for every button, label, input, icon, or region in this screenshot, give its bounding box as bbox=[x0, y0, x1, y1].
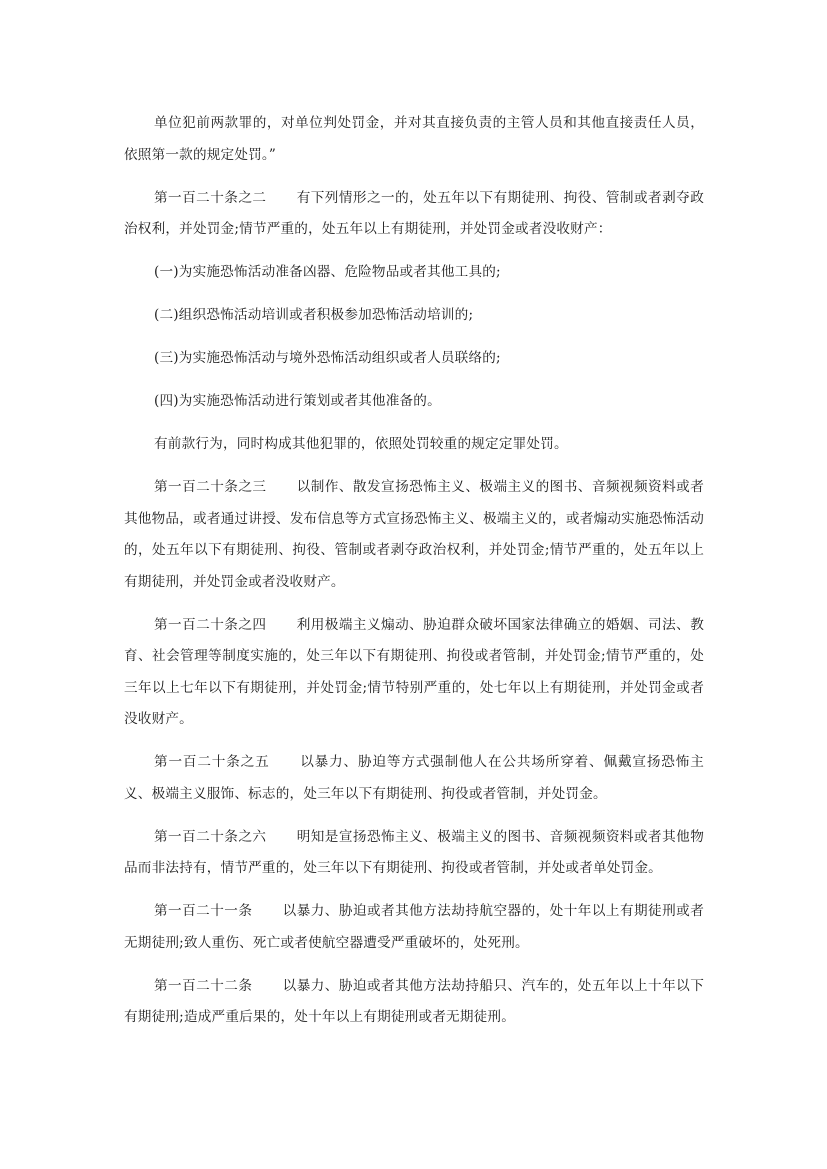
article-number: 第一百二十条之三 bbox=[154, 479, 267, 495]
article-paragraph bbox=[124, 747, 704, 810]
paragraph bbox=[124, 429, 704, 461]
list-item-text: (一)为实施恐怖活动准备凶器、危险物品或者其他工具的; bbox=[154, 264, 501, 280]
paragraph-text: 有前款行为，同时构成其他犯罪的，依照处罚较重的规定定罪处罚。 bbox=[154, 436, 568, 452]
list-item-text: (二)组织恐怖活动培训或者积极参加恐怖活动培训的; bbox=[154, 307, 474, 323]
article-number: 第一百二十条之六 bbox=[154, 828, 267, 845]
article-number: 第一百二十条之五 bbox=[154, 754, 270, 770]
article-paragraph bbox=[124, 896, 704, 959]
article-number: 第一百二十一条 bbox=[154, 903, 253, 919]
article-text: 有下列情形之一的，处五年以下有期徒刑、拘役、管制或者剥夺政治权利，并处罚金;情节严重的，处五年以上有期徒刑，并处罚金或者没收财产： bbox=[124, 189, 704, 237]
article-text: 以暴力、胁迫或者其他方法劫持航空器的，处十年以上有期徒刑或者无期徒刑;致人重伤、死亡或者使航空器遭受严重破坏的，处死刑。 bbox=[124, 903, 705, 951]
article-number: 第一百二十条之二 bbox=[154, 189, 267, 206]
article-paragraph bbox=[124, 183, 704, 246]
document-body bbox=[124, 108, 704, 1045]
article-number: 第一百二十二条 bbox=[154, 977, 253, 994]
list-item bbox=[124, 300, 704, 332]
article-paragraph bbox=[124, 971, 704, 1034]
paragraph bbox=[124, 108, 704, 171]
article-number: 第一百二十条之四 bbox=[154, 616, 267, 633]
article-text: 以制作、散发宣扬恐怖主义、极端主义的图书、音频视频资料或者其他物品，或者通过讲授、发布信息等方式宣扬恐怖主义、极端主义的，或者煽动实施恐怖活动的，处五年以下有期徒刑、拘役、管制或者剥夺政治权利，并处罚金;情节严重的，处五年以上有期徒刑，并处罚金或者没收财产。 bbox=[124, 479, 704, 590]
list-item bbox=[124, 386, 704, 418]
article-text: 利用极端主义煽动、胁迫群众破坏国家法律确立的婚姻、司法、教育、社会管理等制度实施的，处三年以下有期徒刑、拘役或者管制，并处罚金;情节严重的，处三年以上七年以下有期徒刑，并处罚金;情节特别严重的，处七年以上有期徒刑，并处罚金或者没收财产。 bbox=[124, 616, 704, 727]
list-item-text: (四)为实施恐怖活动进行策划或者其他准备的。 bbox=[154, 393, 441, 409]
article-paragraph bbox=[124, 610, 704, 736]
paragraph-text: 单位犯前两款罪的，对单位判处罚金，并对其直接负责的主管人员和其他直接责任人员，依照第一款的规定处罚。” bbox=[124, 115, 704, 163]
list-item bbox=[124, 343, 704, 375]
article-text: 明知是宣扬恐怖主义、极端主义的图书、音频视频资料或者其他物品而非法持有，情节严重的，处三年以下有期徒刑、拘役或者管制，并处或者单处罚金。 bbox=[124, 828, 704, 876]
article-text: 以暴力、胁迫等方式强制他人在公共场所穿着、佩戴宣扬恐怖主义、极端主义服饰、标志的，处三年以下有期徒刑、拘役或者管制，并处罚金。 bbox=[124, 754, 704, 802]
list-item-text: (三)为实施恐怖活动与境外恐怖活动组织或者人员联络的; bbox=[154, 350, 501, 366]
article-paragraph bbox=[124, 472, 704, 598]
article-paragraph bbox=[124, 822, 704, 885]
article-text: 以暴力、胁迫或者其他方法劫持船只、汽车的，处五年以上十年以下有期徒刑;造成严重后果的，处十年以上有期徒刑或者无期徒刑。 bbox=[124, 977, 705, 1025]
list-item bbox=[124, 257, 704, 289]
